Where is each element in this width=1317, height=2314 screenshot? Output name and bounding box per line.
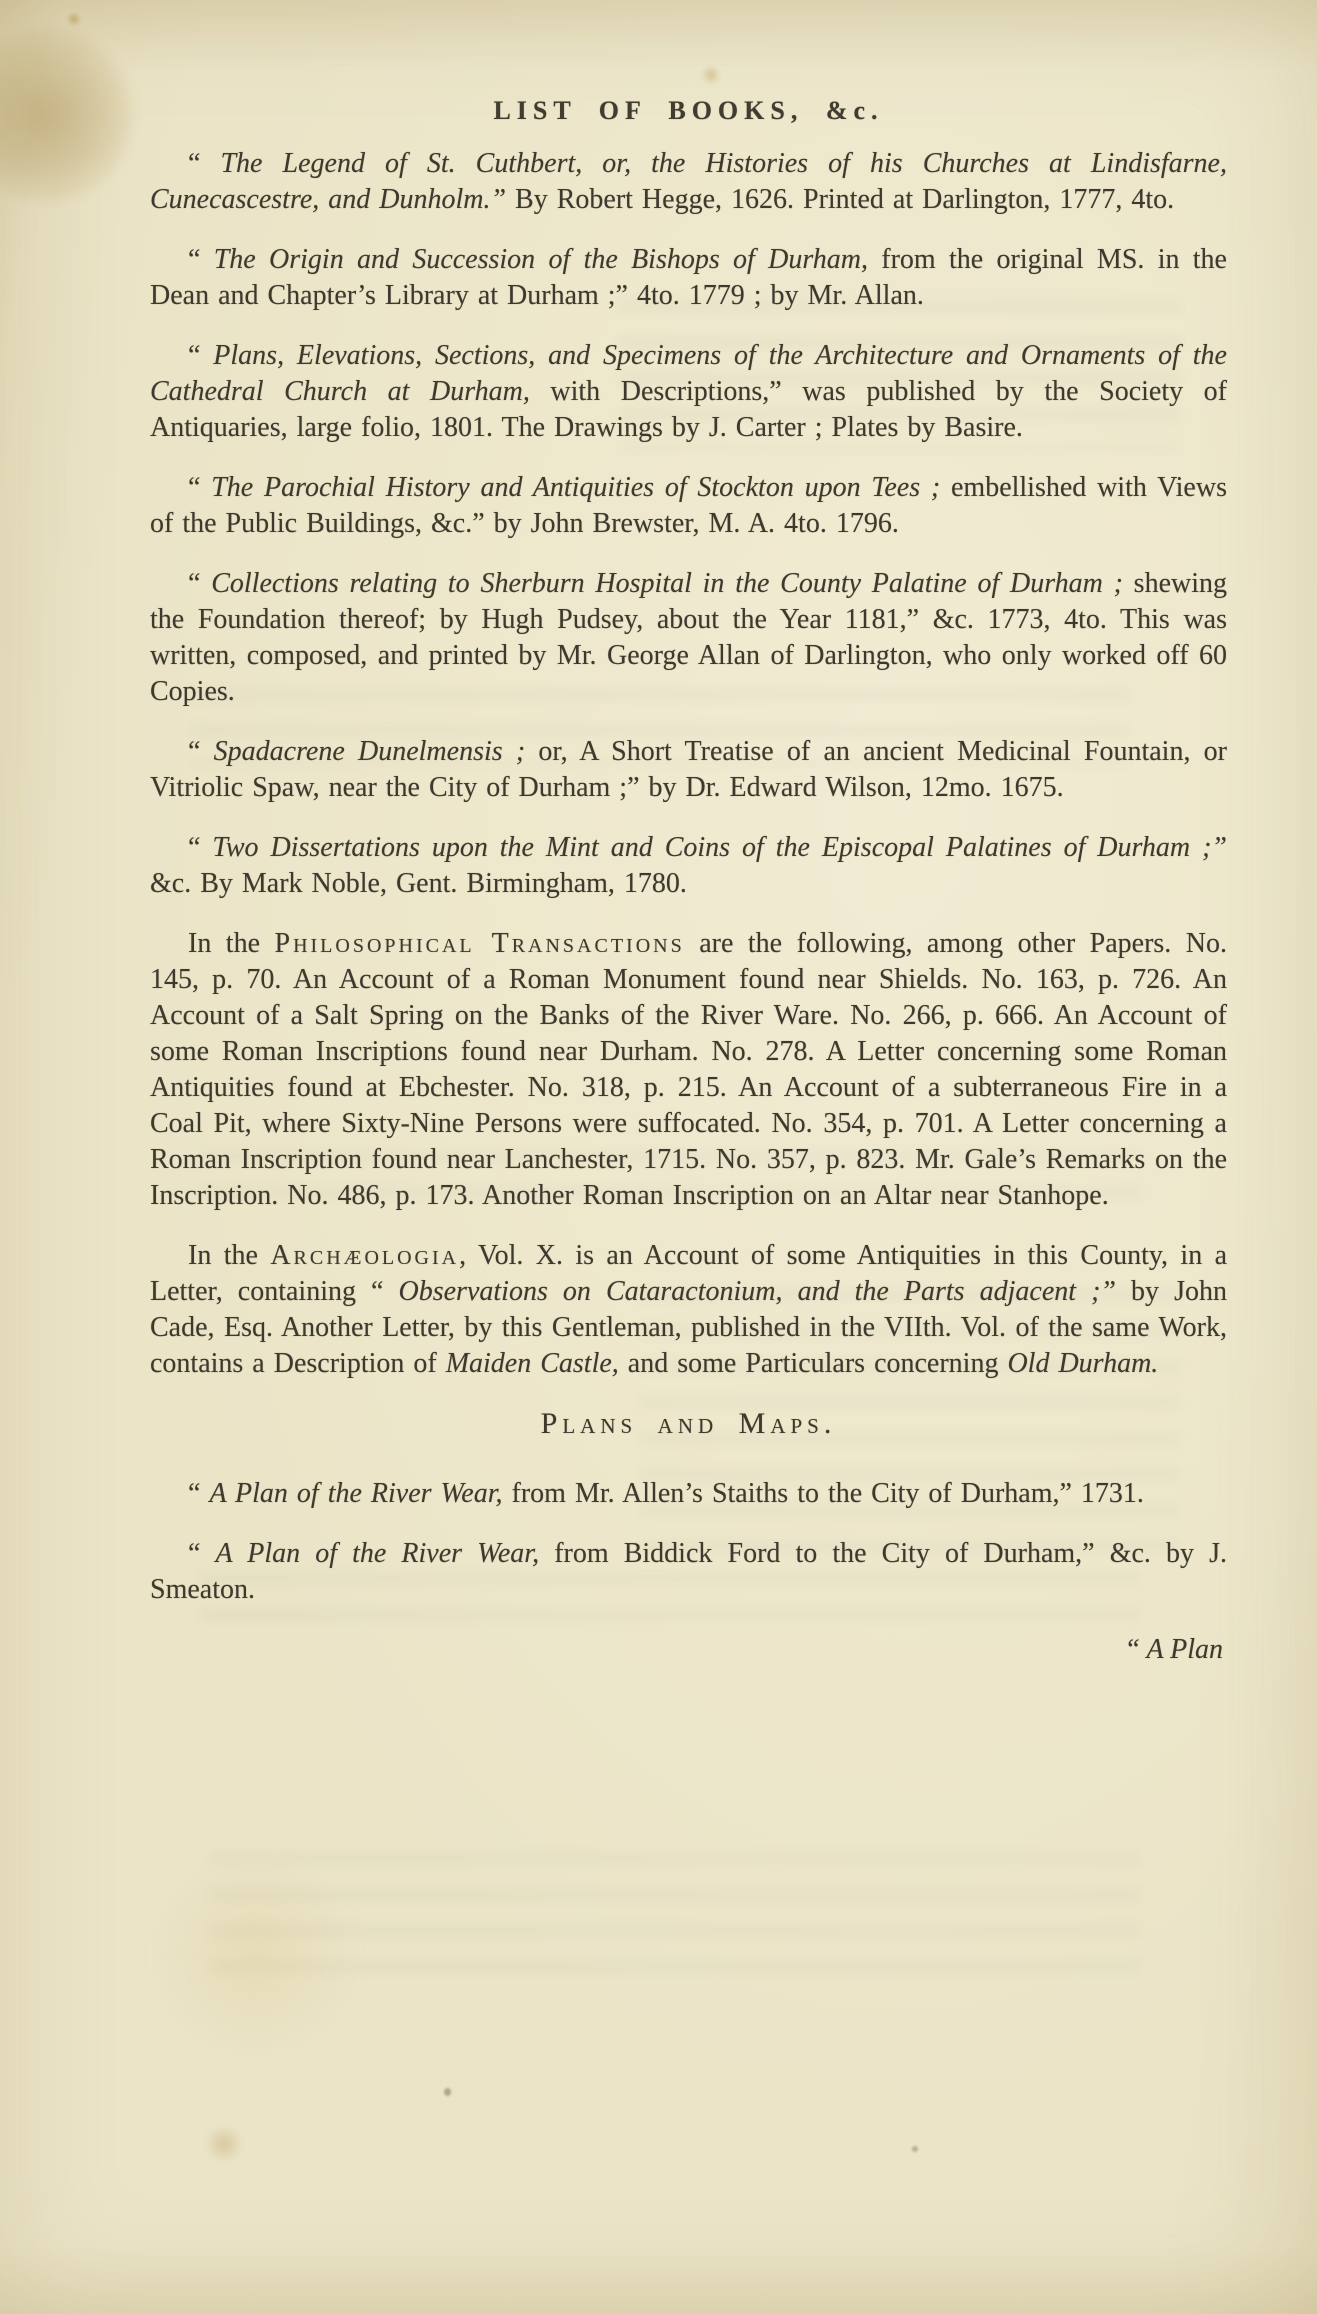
book-entry [150,926,1227,1214]
entry-segment: A Plan of the River Wear, [209,1478,503,1509]
book-entry [150,1238,1227,1382]
entry-segment: The Parochial History and Antiquities of Stockton upon Tees ; [211,472,941,503]
catchword: “ A Plan [1124,1634,1223,1665]
entry-segment: shewing the Foundation thereof; by Hugh Pudsey, about the Year 1181,” &c. 1773, 4to. This was written, composed, and printed by Mr. George Allan of Darlington, who only worked off 60 Copies. [150,568,1228,707]
entry-segment: The Legend of St. Cuthbert, or, the Histories of his Churches at Lindisfarne, Cunecascestre, and Dunholm.” [150,148,1227,215]
entry-segment: and some Particulars concerning [618,1348,1008,1379]
entry-segment: “ [188,736,214,767]
paper-speck [912,2146,918,2152]
entry-segment: Old Durham. [1007,1348,1159,1379]
text-block [150,146,1227,1668]
entry-segment: from Biddick Ford to the City of Durham,” &c. by J. Smeaton. [150,1538,1227,1605]
entry-segment: “ [188,1478,210,1509]
entry-segment: A Plan of the River Wear, [215,1538,540,1569]
book-entry [150,734,1227,806]
entry-segment: The Origin and Succession of the Bishops of Durham, [213,244,868,275]
entry-segment: “ [188,472,212,503]
entry-segment: from the original MS. in the Dean and Chapter’s Library at Durham ;” 4to. 1779 ; by Mr. Allan. [150,244,1227,311]
paper-stain [204,2126,244,2162]
entry-segment: &c. By Mark Noble, Gent. Birmingham, 1780. [150,868,687,899]
paper-stain [0,28,133,203]
section-heading: Plans and Maps. [540,1407,837,1440]
paper-speck [444,2088,451,2096]
entry-segment: from Mr. Allen’s Staiths to the City of Durham,” 1731. [502,1478,1144,1509]
entry-segment: Two Dissertations upon the Mint and Coins of the Episcopal Palatines of Durham ;” [212,832,1227,863]
entry-segment: Spadacrene Dunelmensis ; [213,736,526,767]
entry-segment: Observations on Cataractonium, and the Parts adjacent ;” [398,1276,1116,1307]
paper-stain [140,1860,370,2050]
book-entry [150,830,1227,902]
entry-segment: “ [188,244,214,275]
entry-segment: “ [188,568,212,599]
book-entry [150,470,1227,542]
entry-segment: are the following, among other Papers. No. 145, p. 70. An Account of a Roman Monument found near Shields. No. 163, p. 726. An Account of a Salt Spring on the Banks of the River Ware. No. 266, p. 666. An Account of some Roman Inscriptions found near Durham. No. 278. A Letter concerning some Roman Antiquities found at Ebchester. No. 318, p. 215. An Account of a subterraneous Fire in a Coal Pit, where Sixty-Nine Persons were suffocated. No. 354, p. 701. A Letter concerning a Roman Inscription found near Lanchester, 1715. No. 357, p. 823. Mr. Gale’s Remarks on the Inscription. No. 486, p. 173. Another Roman Inscription on an Altar near Stanhope. [150,928,1227,1211]
entry-segment: Philosophical Transactions [274,928,685,959]
entry-segment: with Descriptions,” was published by the Society of Antiquaries, large folio, 1801. The Drawings by J. Carter ; Plates by Basire. [150,376,1228,443]
book-entry [150,1476,1227,1512]
entry-segment: Collections relating to Sherburn Hospital in the County Palatine of Durham ; [211,568,1123,599]
entry-segment: “ [188,340,214,371]
entry-segment: “ [188,148,221,179]
entry-segment: Maiden Castle, [445,1348,619,1379]
entry-segment: By Robert Hegge, 1626. Printed at Darlington, 1777, 4to. [506,184,1175,215]
entry-segment: embellished with Views of the Public Buildings, &c.” by John Brewster, M. A. 4to. 1796. [150,472,1227,539]
show-through [210,1852,1140,1984]
entry-segment: by John Cade, Esq. Another Letter, by this Gentleman, published in the VIIth. Vol. of the same Work, contains a Description of [150,1276,1227,1379]
entry-segment: Archæologia [270,1240,460,1271]
entry-segment: In the [188,928,275,959]
entry-segment: “ [188,832,213,863]
entry-segment: In the [188,1240,271,1271]
running-head: LIST OF BOOKS, &c. [493,96,884,125]
entry-segment: , Vol. X. is an Account of some Antiquities in this County, in a Letter, containing “ [150,1240,1228,1307]
book-entry [150,242,1227,314]
book-entry [150,566,1227,710]
book-entry [150,338,1227,446]
entry-segment: or, A Short Treatise of an ancient Medicinal Fountain, or Vitriolic Spaw, near the City of Durham ;” by Dr. Edward Wilson, 12mo. 1675. [150,736,1227,803]
entry-segment: “ [188,1538,216,1569]
entry-segment: Plans, Elevations, Sections, and Specimens of the Architecture and Ornaments of the Cathedral Church at Durham, [150,340,1227,407]
book-entry [150,146,1227,218]
book-entry [150,1536,1227,1608]
paper-stain [66,12,82,26]
paper-stain [700,66,722,84]
